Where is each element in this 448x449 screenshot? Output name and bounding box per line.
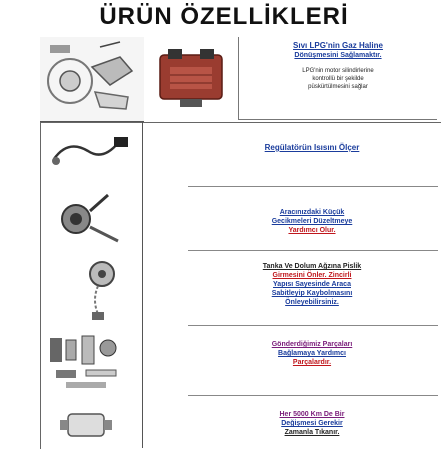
- divider-3: [188, 325, 438, 326]
- section-3-line-3: Yapısı Sayesinde Araca: [273, 281, 351, 288]
- section-2-line-3: Yardımcı Olur.: [288, 227, 336, 234]
- section-4-line-2: Bağlamaya Yardımcı: [278, 350, 346, 357]
- top-line-3: LPG'nin motor silindirlerine: [302, 68, 374, 74]
- section-3-line-1: Tanka Ve Dolum Ağzına Pislik: [262, 263, 362, 270]
- top-line-5: püskürtülmesini sağlar: [308, 84, 368, 90]
- section-1-line-1: Regülatörün Isısını Ölçer: [264, 143, 360, 152]
- page-title: ÜRÜN ÖZELLİKLERİ: [0, 0, 448, 34]
- section-2: [186, 208, 438, 235]
- section-4-line-3: Parçalardır.: [292, 359, 332, 366]
- section-5-line-2: Değişmesi Gerekir: [281, 420, 343, 427]
- valve-icon: [48, 191, 134, 249]
- section-5-line-1: Her 5000 Km De Bir: [279, 411, 345, 418]
- regulator-sketch-icon: [40, 37, 144, 121]
- connector-parts-icon: [46, 330, 136, 400]
- regulator-sketch-image: [40, 37, 144, 123]
- section-4-line-1: Gönderdiğimiz Parçaları: [271, 341, 353, 348]
- filter-image: [46, 406, 136, 446]
- divider-2: [188, 250, 438, 251]
- filler-cap-image: [46, 254, 136, 324]
- top-description-panel: [238, 37, 437, 120]
- section-3-line-4: Sabitleyip Kaybolmasını: [271, 290, 353, 297]
- valve-image: [46, 190, 136, 250]
- vertical-divider: [142, 122, 143, 448]
- section-3: [186, 262, 438, 307]
- filter-icon: [48, 406, 134, 446]
- temp-sensor-image: [46, 128, 136, 176]
- section-5: [186, 410, 438, 437]
- top-line-4: kontrollü bir şekilde: [312, 76, 364, 82]
- section-2-line-2: Gecikmeleri Düzeltmeye: [271, 218, 353, 225]
- top-line-2: Dönüşmesini Sağlamaktır.: [294, 52, 382, 59]
- section-3-line-2: Girmesini Önler. Zincirli: [272, 272, 352, 279]
- section-3-line-5: Önleyebilirsiniz.: [285, 299, 339, 306]
- filler-cap-icon: [48, 254, 134, 324]
- ecu-product-image: [150, 45, 232, 111]
- section-5-line-3: Zamanla Tıkanır.: [284, 429, 340, 436]
- section-1: [186, 143, 438, 152]
- temp-sensor-icon: [48, 129, 134, 175]
- top-line-1: Sıvı LPG'nin Gaz Haline: [293, 41, 383, 50]
- divider-4: [188, 395, 438, 396]
- divider-1: [188, 186, 438, 187]
- section-2-line-1: Aracınızdaki Küçük: [279, 209, 345, 216]
- top-section: [40, 37, 438, 121]
- ecu-product-icon: [150, 45, 232, 111]
- connector-parts-image: [46, 330, 136, 400]
- section-4: [186, 340, 438, 367]
